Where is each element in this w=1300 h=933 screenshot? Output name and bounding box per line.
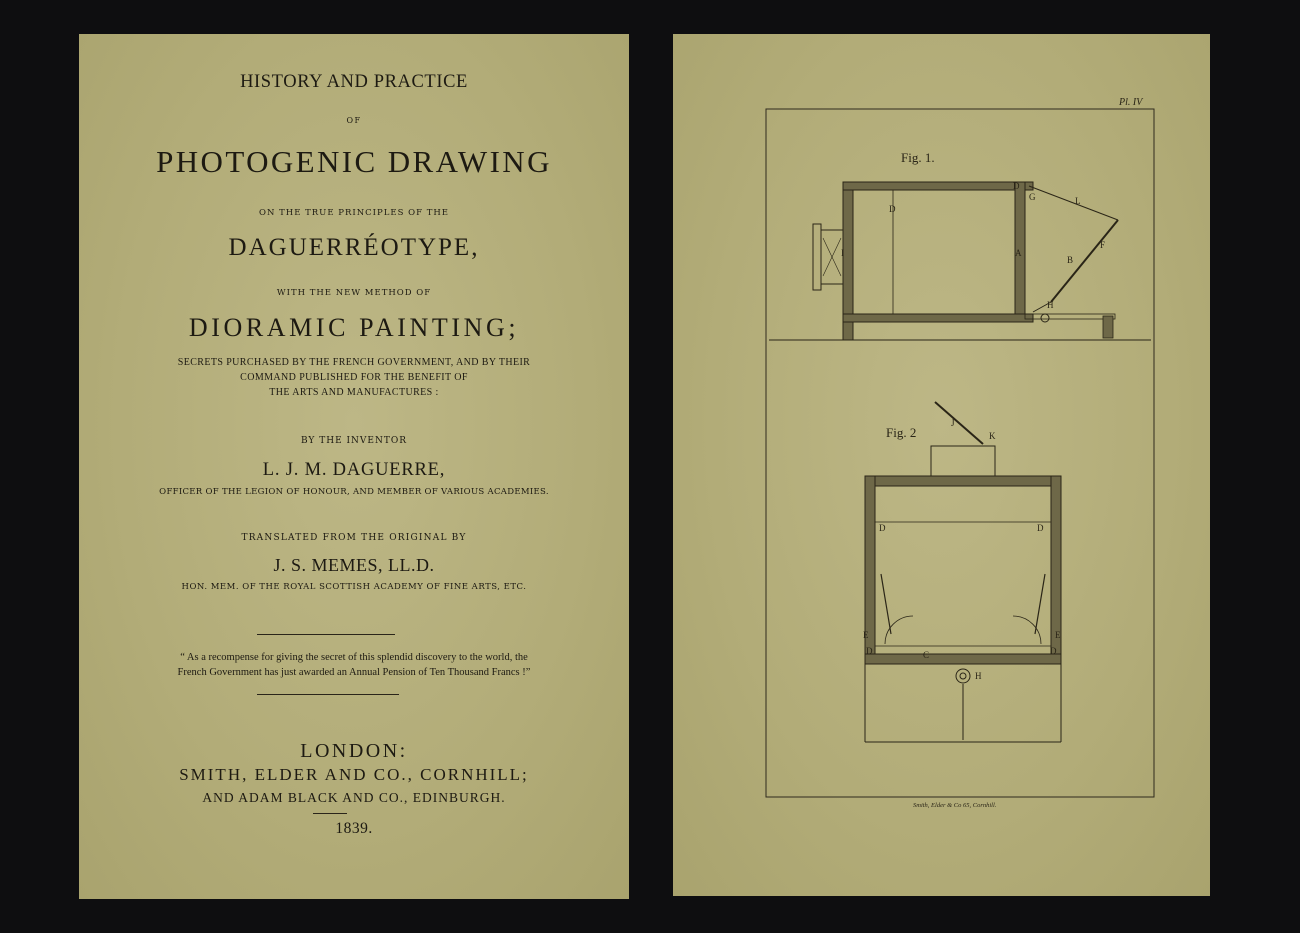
divider-rule-top (257, 634, 395, 635)
fig1-label: Fig. 1. (901, 150, 935, 165)
plate-page (673, 34, 1210, 896)
secrets-line-3: THE ARTS AND MANUFACTURES : (269, 387, 439, 398)
plate-frame (766, 109, 1154, 797)
translator-name: J. S. MEMES, LL.D. (273, 555, 435, 575)
fig2-letter-h: H (975, 671, 982, 681)
fig2-label: Fig. 2 (886, 425, 917, 440)
main-title: PHOTOGENIC DRAWING (156, 144, 552, 179)
fig2-letter-d-bottom-left: D (866, 646, 873, 656)
subtitle-principles: ON THE TRUE PRINCIPLES OF THE (259, 208, 449, 218)
secrets-line-2: COMMAND PUBLISHED FOR THE BENEFIT OF (240, 372, 468, 383)
fig1-letter-d-top: D (1013, 181, 1020, 191)
fig1-letter-l: L (1075, 196, 1081, 206)
by-inventor: BY THE INVENTOR (300, 436, 408, 446)
fig1-letter-a: A (1015, 248, 1022, 258)
fig2-letter-j: J (951, 418, 955, 428)
fig1-letter-g: G (1029, 192, 1036, 202)
subtitle-new-method: WITH THE NEW METHOD OF (276, 288, 432, 298)
title-dioramic-painting: DIORAMIC PAINTING; (188, 313, 520, 342)
fig2-letter-d-top-right: D (1037, 523, 1044, 533)
fig1-letter-b: B (1067, 255, 1074, 265)
fig2-letter-c: C (923, 650, 930, 660)
secrets-line-1: SECRETS PURCHASED BY THE FRENCH GOVERNMENT, AND BY THEIR (177, 357, 531, 368)
divider-rule-bottom (257, 694, 399, 695)
fig2-letter-d-top-left: D (879, 523, 886, 533)
fig2-letter-k: K (989, 431, 996, 441)
title-line-of: OF (346, 116, 362, 125)
fig1-letter-d-interior: D (889, 204, 896, 214)
fig2-letter-e-right: E (1055, 630, 1061, 640)
translated-by: TRANSLATED FROM THE ORIGINAL BY (241, 533, 467, 543)
plate-engraving (673, 34, 1210, 896)
fig2-camera-top-view (865, 402, 1061, 742)
imprint-publisher-1: SMITH, ELDER AND CO., CORNHILL; (179, 765, 529, 784)
imprint-city: LONDON: (300, 740, 408, 762)
title-daguerreotype: DAGUERRÉOTYPE, (228, 234, 480, 261)
fig1-letter-i: I (841, 248, 844, 258)
author-name: L. J. M. DAGUERRE, (262, 460, 446, 480)
quote-line-1: “ As a recompense for giving the secret of this splendid discovery to the world, the (180, 652, 528, 663)
fig1-letter-h: H (1047, 300, 1054, 310)
translator-titles: HON. MEM. OF THE ROYAL SCOTTISH ACADEMY OF FINE ARTS, ETC. (181, 582, 527, 592)
fig1-letter-f: F (1100, 240, 1106, 250)
title-line-history: HISTORY AND PRACTICE (240, 72, 468, 92)
year-rule (313, 813, 347, 814)
fig2-letters (863, 418, 1061, 681)
fig2-letter-d-bottom-right: D (1050, 646, 1057, 656)
fig1-camera-side-view (769, 182, 1151, 340)
author-titles: OFFICER OF THE LEGION OF HONOUR, AND MEMBER OF VARIOUS ACADEMIES. (159, 487, 549, 497)
plate-number: Pl. IV (1119, 97, 1143, 108)
fig2-letter-e-left: E (863, 630, 869, 640)
title-page (79, 34, 629, 899)
imprint-publisher-2: AND ADAM BLACK AND CO., EDINBURGH. (202, 790, 506, 805)
quote-line-2: French Government has just awarded an Annual Pension of Ten Thousand Francs !” (177, 667, 531, 678)
publication-year: 1839. (335, 820, 373, 837)
engraver-credit: Smith, Elder & Co 65, Cornhill. (913, 802, 997, 809)
